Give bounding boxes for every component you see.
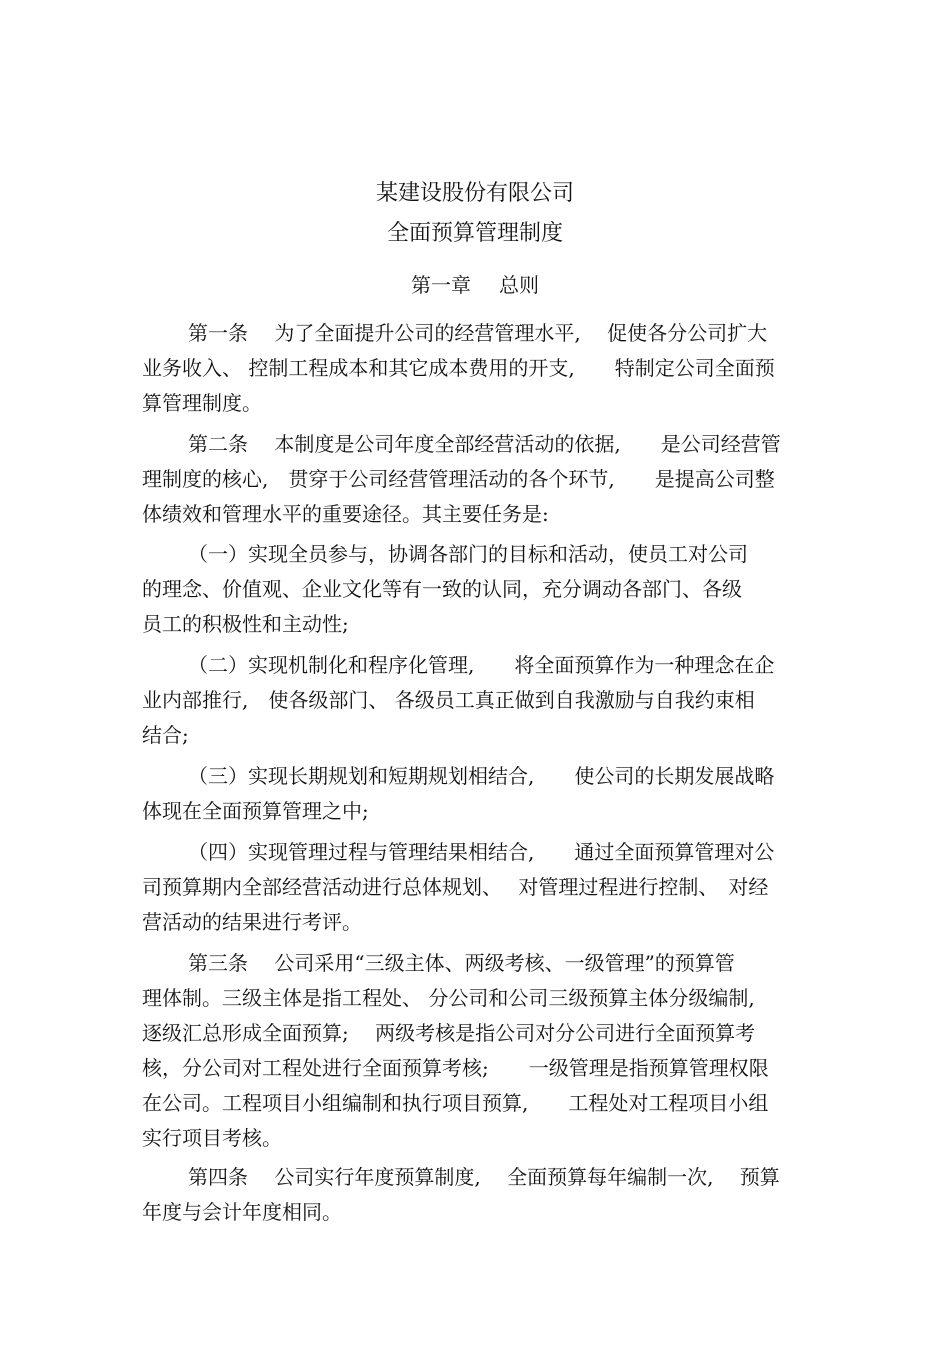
article-3-line-5: 在公司。工程项目小组编制和执行项目预算, 工程处对工程项目小组 [142,1091,769,1115]
item-4-line-1: （四）实现管理过程与管理结果相结合, 通过全面预算管理对公 [188,840,775,864]
article-2-line-2: 理制度的核心, 贯穿于公司经营管理活动的各个环节, 是提高公司整 [142,467,775,491]
article-2-line-3: 体绩效和管理水平的重要途径。其主要任务是: [142,502,549,526]
item-2-line-2: 业内部推行, 使各级部门、 各级员工真正做到自我激励与自我约束相 [142,688,755,712]
article-3-line-1: 第三条 公司采用“三级主体、两级考核、一级管理”的预算管 [188,951,735,975]
item-1-line-1: （一）实现全员参与，协调各部门的目标和活动，使员工对公司 [188,542,748,566]
chapter-number: 第一章 [411,273,471,297]
item-4-line-3: 营活动的结果进行考评。 [142,910,362,934]
article-1-line-3: 算管理制度。 [142,391,262,415]
chapter-name: 总则 [499,273,539,297]
article-2-line-1: 第二条 本制度是公司年度全部经营活动的依据, 是公司经营管 [188,432,781,456]
article-3-line-2: 理体制。三级主体是指工程处、 分公司和公司三级预算主体分级编制, [142,986,755,1010]
article-1-line-2: 业务收入、 控制工程成本和其它成本费用的开支, 特制定公司全面预 [142,356,775,380]
company-name: 某建设股份有限公司 [375,181,574,206]
article-1-line-1: 第一条 为了全面提升公司的经营管理水平, 促使各分公司扩大 [188,321,768,345]
chapter-heading [0,270,950,300]
item-2-line-1: （二）实现机制化和程序化管理, 将全面预算作为一种理念在企 [188,653,775,677]
item-3-line-2: 体现在全面预算管理之中; [142,799,369,823]
article-3-line-3: 逐级汇总形成全面预算; 两级考核是指公司对分公司进行全面预算考 [142,1021,756,1045]
item-3-line-1: （三）实现长期规划和短期规划相结合, 使公司的长期发展战略 [188,764,775,788]
item-4-line-2: 司预算期内全部经营活动进行总体规划、 对管理过程进行控制、 对经 [142,875,769,899]
article-3-line-4: 核，分公司对工程处进行全面预算考核; 一级管理是指预算管理权限 [142,1056,769,1080]
item-1-line-3: 员工的积极性和主动性; [142,612,349,636]
item-1-line-2: 的理念、价值观、企业文化等有一致的认同，充分调动各部门、各级 [142,577,742,601]
article-4-line-2: 年度与会计年度相同。 [142,1200,342,1224]
document-title: 全面预算管理制度 [386,221,563,246]
item-2-line-3: 结合; [142,723,189,747]
article-4-line-1: 第四条 公司实行年度预算制度, 全面预算每年编制一次, 预算 [188,1165,780,1189]
article-3-line-6: 实行项目考核。 [142,1126,282,1150]
